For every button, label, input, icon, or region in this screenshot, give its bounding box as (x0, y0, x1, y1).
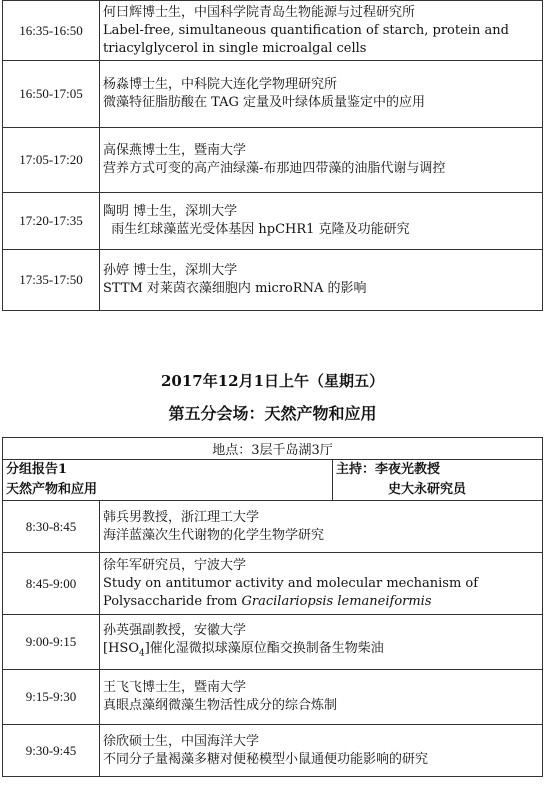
title-line: 微藻特征脂肪酸在 TAG 定量及叶绿体质量鉴定中的应用 (103, 95, 425, 110)
talk-cell (100, 193, 543, 250)
time-cell: 8:45-9:00 (3, 553, 100, 615)
speaker-line: 何曰辉博士生，中国科学院青岛生物能源与过程研究所 (103, 4, 416, 20)
talk-cell (100, 250, 543, 311)
talk-cell (100, 1, 543, 61)
time-cell: 17:05-17:20 (3, 128, 100, 193)
title-line (103, 640, 540, 663)
date-heading: 2017年12月1日上午（星期五） (160, 372, 385, 390)
title-line: 雨生红球藻蓝光受体基因 hpCHR1 克隆及功能研究 (103, 222, 410, 237)
session-heading: 第五分会场：天然产物和应用 (168, 404, 377, 423)
title-line: Label-free, simultaneous quantification of starch, protein and (103, 22, 509, 38)
title-line (103, 593, 540, 611)
time-cell: 9:00-9:15 (3, 615, 100, 670)
subscript: 4 (138, 648, 145, 659)
time-cell: 9:30-9:45 (3, 725, 100, 777)
schedule-table-afternoon (2, 0, 543, 311)
time-cell: 16:50-17:05 (3, 61, 100, 128)
talk-cell (100, 501, 543, 553)
speaker-line: 王飞飞博士生，暨南大学 (103, 680, 247, 695)
time-cell: 9:15-9:30 (3, 670, 100, 725)
talk-cell (100, 553, 543, 615)
species-name: Gracilariopsis lemaneiformis (241, 593, 432, 609)
host-line: 主持：李夜光教授 (336, 462, 441, 477)
table-row (3, 501, 543, 553)
time-cell: 17:35-17:50 (3, 250, 100, 311)
time-cell: 16:35-16:50 (3, 1, 100, 61)
table-row (3, 1, 543, 61)
speaker-line: 徐欣硕士生，中国海洋大学 (103, 733, 260, 749)
table-row (3, 553, 543, 615)
title-line: STTM 对莱茵衣藻细胞内 microRNA 的影响 (103, 281, 367, 296)
title-line: 真眼点藻纲微藻生物活性成分的综合炼制 (103, 698, 338, 713)
table-row (3, 250, 543, 311)
host-line: 史大永研究员 (388, 482, 467, 497)
time-cell: 17:20-17:35 (3, 193, 100, 250)
title-line: triacylglycerol in single microalgal cells (103, 40, 367, 56)
talk-cell (100, 670, 543, 725)
group-cell (3, 460, 333, 501)
title-line: 营养方式可变的高产油绿藻-布那迪四带藻的油脂代谢与调控 (103, 161, 446, 176)
group-row (3, 460, 543, 501)
title-text: [HSO (103, 640, 139, 656)
title-line: 不同分子量褐藻多糖对便秘模型小鼠通便功能影响的研究 (103, 751, 429, 767)
table-row (3, 193, 543, 250)
title-line: Study on antitumor activity and molecular mechanism of (103, 575, 479, 591)
title-line: 海洋蓝藻次生代谢物的化学生物学研究 (103, 527, 325, 543)
talk-cell (100, 128, 543, 193)
location-cell: 地点：3层千岛湖3厅 (3, 438, 543, 460)
talk-cell (100, 725, 543, 777)
location-row (3, 438, 543, 460)
time-cell: 8:30-8:45 (3, 501, 100, 553)
table-row (3, 670, 543, 725)
table-row (3, 725, 543, 777)
title-text: Polysaccharide from (103, 593, 242, 609)
talk-cell (100, 61, 543, 128)
table-row (3, 615, 543, 670)
group-title: 分组报告1 (6, 462, 68, 477)
schedule-table-session5 (2, 437, 543, 777)
speaker-line: 孙英强副教授，安徽大学 (103, 622, 247, 638)
speaker-line: 徐年军研究员，宁波大学 (103, 557, 247, 573)
group-subtitle: 天然产物和应用 (6, 482, 98, 497)
speaker-line: 孙婷 博士生，深圳大学 (103, 263, 238, 278)
table-row (3, 128, 543, 193)
speaker-line: 杨淼博士生，中科院大连化学物理研究所 (103, 77, 338, 92)
talk-cell (100, 615, 543, 670)
title-text: ]催化湿微拟球藻原位酯交换制备生物柴油 (144, 640, 384, 656)
table-row (3, 61, 543, 128)
speaker-line: 高保燕博士生，暨南大学 (103, 143, 247, 158)
speaker-line: 陶明 博士生，深圳大学 (103, 204, 238, 219)
speaker-line: 韩兵男教授，浙江理工大学 (103, 509, 260, 525)
host-cell (333, 460, 543, 501)
